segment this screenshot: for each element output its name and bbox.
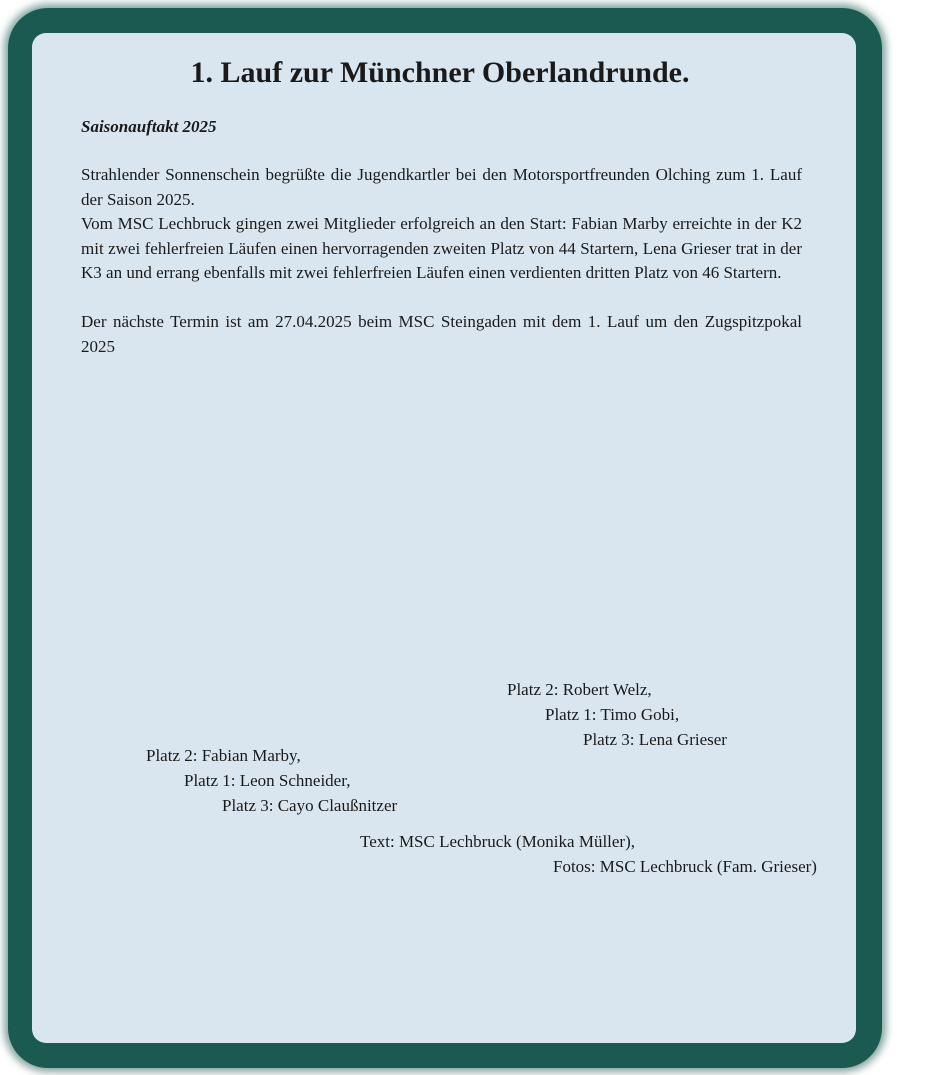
caption-right-line: Platz 2: Robert Welz,: [507, 680, 652, 699]
credit-photos: Fotos: MSC Lechbruck (Fam. Grieser): [553, 857, 817, 876]
caption-left-line: Platz 3: Cayo Claußnitzer: [222, 796, 398, 815]
article-subtitle: Saisonauftakt 2025: [81, 117, 217, 136]
caption-right-line: Platz 1: Timo Gobi,: [545, 705, 680, 724]
caption-right-line: Platz 3: Lena Grieser: [583, 730, 727, 749]
article-paragraph: Strahlender Sonnenschein begrüßte die Jugendkartler bei den Motorsportfreunden Olching zum 1. Lauf der Saison 2025.: [81, 165, 802, 209]
article-title: 1. Lauf zur Münchner Oberlandrunde.: [190, 56, 690, 89]
caption-left-line: Platz 2: Fabian Marby,: [146, 746, 301, 765]
article-paragraph: Vom MSC Lechbruck gingen zwei Mitglieder erfolgreich an den Start: Fabian Marby erreichte in der K2 mit zwei fehlerfreien Läufen einen hervorragenden zweiten Platz von 44 Startern, Lena Grieser trat in der K3 an und errang ebenfalls mit zwei fehlerfreien Läufen einen verdienten dritten Platz von 46 Startern.: [81, 214, 802, 282]
article-body: [81, 163, 802, 359]
article-panel: [32, 33, 856, 1043]
article-paragraph: Der nächste Termin ist am 27.04.2025 beim MSC Steingaden mit dem 1. Lauf um den Zugspitzpokal 2025: [81, 312, 802, 356]
credit-text: Text: MSC Lechbruck (Monika Müller),: [360, 832, 636, 851]
caption-left-line: Platz 1: Leon Schneider,: [184, 771, 351, 790]
